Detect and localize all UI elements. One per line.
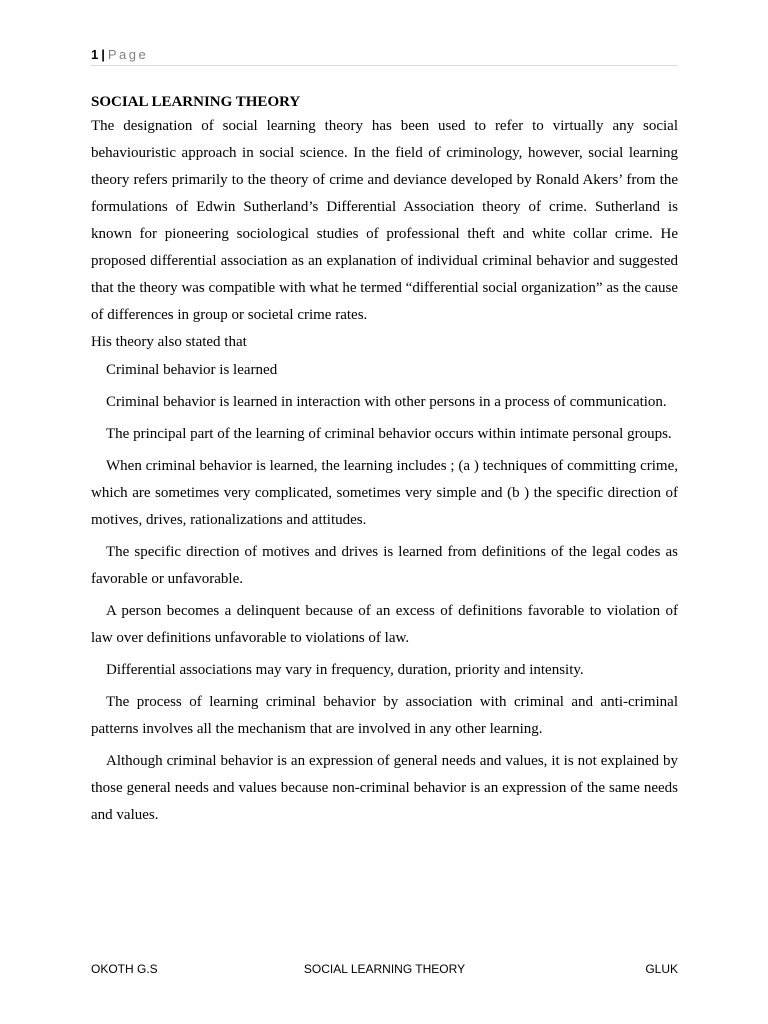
page-number-separator: |: [101, 47, 105, 62]
theory-point: Although criminal behavior is an expression of general needs and values, it is not explained by those general needs and values because non-criminal behavior is an expression of the same needs and values.: [91, 753, 678, 823]
theory-point: The specific direction of motives and drives is learned from definitions of the legal codes as favorable or unfavorable.: [91, 544, 678, 587]
theory-point: Differential associations may vary in frequency, duration, priority and intensity.: [106, 662, 584, 678]
footer-title: SOCIAL LEARNING THEORY: [303, 962, 466, 976]
page-header: [91, 46, 678, 66]
lead-in-text: His theory also stated that: [91, 334, 247, 350]
document-body: [91, 91, 678, 829]
theory-point: The principal part of the learning of criminal behavior occurs within intimate personal groups.: [106, 426, 672, 442]
page-label: Page: [107, 47, 149, 62]
theory-point: When criminal behavior is learned, the learning includes ; (a ) techniques of committing crime, which are sometimes very complicated, sometimes very simple and (b ) the specific direction of motives, drives, rationalizations and attitudes.: [91, 458, 678, 528]
theory-point: Criminal behavior is learned in interaction with other persons in a process of communication.: [106, 394, 667, 410]
page-footer: [91, 960, 678, 978]
theory-point: The process of learning criminal behavior by association with criminal and anti-criminal patterns involves all the mechanism that are involved in any other learning.: [91, 694, 678, 737]
intro-paragraph: The designation of social learning theory has been used to refer to virtually any social behaviouristic approach in social science. In the field of criminology, however, social learning theory refers primarily to the theory of crime and deviance developed by Ronald Akers’ from the formulations of Edwin Sutherland’s Differential Association theory of crime. Sutherland is known for pioneering sociological studies of professional theft and white collar crime. He proposed differential association as an explanation of individual criminal behavior and suggested that the theory was compatible with what he termed “differential social organization” as the cause of differences in group or societal crime rates.: [91, 118, 678, 323]
theory-point: A person becomes a delinquent because of an excess of definitions favorable to violation of law over definitions unfavorable to violations of law.: [91, 603, 678, 646]
footer-institution: GLUK: [645, 962, 678, 976]
page-number: 1: [91, 47, 99, 62]
theory-point: Criminal behavior is learned: [106, 362, 278, 378]
footer-author: OKOTH G.S: [91, 962, 158, 976]
document-title: SOCIAL LEARNING THEORY: [91, 94, 301, 110]
